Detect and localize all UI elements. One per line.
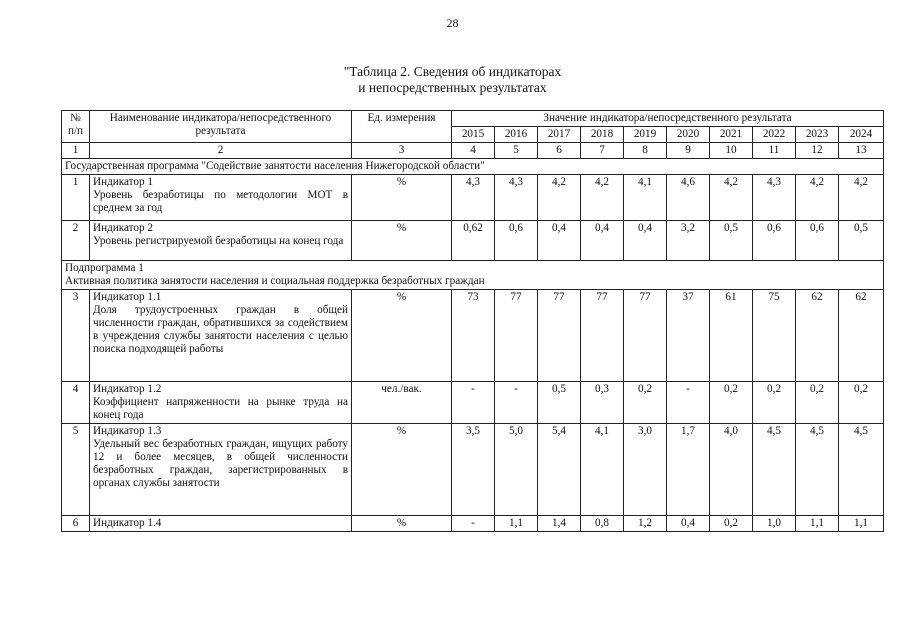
indicator-title: Индикатор 1	[93, 176, 154, 188]
indicator-value: 0,2	[710, 516, 753, 532]
indicator-value: 0,8	[581, 516, 624, 532]
column-number: 7	[581, 143, 624, 159]
indicator-unit: %	[352, 175, 452, 221]
indicator-value: 0,6	[495, 221, 538, 261]
row-number: 3	[62, 290, 90, 382]
header-year: 2015	[452, 127, 495, 143]
header-year: 2023	[796, 127, 839, 143]
column-number: 12	[796, 143, 839, 159]
subprogram-title	[62, 261, 884, 290]
indicator-name-cell	[90, 221, 352, 261]
column-number: 4	[452, 143, 495, 159]
column-number: 6	[538, 143, 581, 159]
indicator-value: 77	[495, 290, 538, 382]
subprogram-line-1: Подпрограмма 1	[65, 262, 144, 274]
header-year: 2021	[710, 127, 753, 143]
header-row	[62, 111, 884, 127]
indicator-value: 3,2	[667, 221, 710, 261]
indicator-row	[62, 516, 884, 532]
indicator-name-cell	[90, 516, 352, 532]
row-number: 6	[62, 516, 90, 532]
subprogram-row	[62, 261, 884, 290]
indicator-value: 4,2	[796, 175, 839, 221]
indicator-value: 1,4	[538, 516, 581, 532]
indicator-title: Индикатор 1.1	[93, 291, 162, 303]
indicator-value: 0,6	[796, 221, 839, 261]
indicator-value: 4,2	[538, 175, 581, 221]
indicator-value: 0,5	[839, 221, 884, 261]
header-year: 2020	[667, 127, 710, 143]
indicator-row	[62, 424, 884, 516]
indicator-value: 77	[538, 290, 581, 382]
indicator-value: 0,2	[839, 382, 884, 424]
header-year: 2024	[839, 127, 884, 143]
indicator-value: 37	[667, 290, 710, 382]
indicator-value: 5,0	[495, 424, 538, 516]
indicator-value: 4,2	[839, 175, 884, 221]
indicator-value: 4,2	[581, 175, 624, 221]
indicator-title: Индикатор 1.4	[93, 517, 162, 529]
indicator-description: Удельный вес безработных граждан, ищущих работу 12 и более месяцев, в общей численности безработных граждан, зарегистрированных в органах службы занятости	[93, 438, 348, 489]
indicator-value: 4,1	[581, 424, 624, 516]
indicator-value: 1,0	[753, 516, 796, 532]
column-number: 10	[710, 143, 753, 159]
table-title	[0, 64, 905, 96]
indicator-value: 1,1	[839, 516, 884, 532]
indicator-value: 1,1	[796, 516, 839, 532]
indicator-unit: %	[352, 221, 452, 261]
indicator-description: Уровень безработицы по методологии МОТ в среднем за год	[93, 189, 348, 214]
indicator-value: -	[495, 382, 538, 424]
page-number: 28	[446, 16, 459, 30]
header-unit: Ед. измерения	[352, 111, 452, 143]
header-year: 2022	[753, 127, 796, 143]
subprogram-line-2: Активная политика занятости населения и социальная поддержка безработных граждан	[65, 275, 485, 287]
column-number: 11	[753, 143, 796, 159]
column-number-row	[62, 143, 884, 159]
header-year: 2019	[624, 127, 667, 143]
indicator-value: 4,5	[796, 424, 839, 516]
indicator-description: Коэффициент напряженности на рынке труда на конец года	[93, 396, 348, 421]
indicator-value: 4,3	[753, 175, 796, 221]
indicator-description: Доля трудоустроенных граждан в общей численности граждан, обратившихся за содействием в учреждения службы занятости населения с целью поиска подходящей работы	[93, 304, 348, 355]
indicator-value: 0,4	[581, 221, 624, 261]
indicator-value: 3,5	[452, 424, 495, 516]
row-number: 2	[62, 221, 90, 261]
header-values-group: Значение индикатора/непосредственного результата	[452, 111, 884, 127]
indicator-value: 0,4	[624, 221, 667, 261]
column-number: 2	[90, 143, 352, 159]
program-row	[62, 159, 884, 175]
indicator-value: 0,5	[710, 221, 753, 261]
indicator-value: 73	[452, 290, 495, 382]
indicator-value: 0,6	[753, 221, 796, 261]
row-number: 1	[62, 175, 90, 221]
indicator-value: 4,0	[710, 424, 753, 516]
indicator-row	[62, 175, 884, 221]
indicator-value: 77	[624, 290, 667, 382]
indicator-description: Уровень регистрируемой безработицы на конец года	[93, 235, 344, 247]
column-number: 13	[839, 143, 884, 159]
indicator-row	[62, 221, 884, 261]
column-number: 3	[352, 143, 452, 159]
indicator-row	[62, 290, 884, 382]
indicator-value: 4,6	[667, 175, 710, 221]
indicator-value: 62	[796, 290, 839, 382]
indicator-value: 5,4	[538, 424, 581, 516]
header-year: 2016	[495, 127, 538, 143]
indicator-title: Индикатор 1.3	[93, 425, 162, 437]
indicator-value: 0,4	[667, 516, 710, 532]
indicator-value: 0,62	[452, 221, 495, 261]
indicator-unit: %	[352, 424, 452, 516]
indicator-value: 4,5	[753, 424, 796, 516]
indicator-value: 4,1	[624, 175, 667, 221]
indicator-value: 4,5	[839, 424, 884, 516]
indicator-value: 0,2	[753, 382, 796, 424]
indicator-value: -	[452, 382, 495, 424]
indicator-value: 4,2	[710, 175, 753, 221]
indicator-value: 1,7	[667, 424, 710, 516]
indicator-value: 3,0	[624, 424, 667, 516]
indicator-value: 1,1	[495, 516, 538, 532]
indicator-title: Индикатор 1.2	[93, 383, 162, 395]
indicator-value: 62	[839, 290, 884, 382]
indicator-value: -	[452, 516, 495, 532]
column-number: 9	[667, 143, 710, 159]
header-year: 2017	[538, 127, 581, 143]
indicator-value: 0,2	[796, 382, 839, 424]
indicator-value: 4,3	[452, 175, 495, 221]
table-title-line-2: и непосредственных результатах	[358, 80, 547, 95]
indicator-unit: чел./вак.	[352, 382, 452, 424]
indicator-name-cell	[90, 382, 352, 424]
row-number: 4	[62, 382, 90, 424]
indicator-value: 0,5	[538, 382, 581, 424]
indicator-value: 0,2	[624, 382, 667, 424]
indicators-table	[61, 110, 884, 532]
indicator-name-cell	[90, 290, 352, 382]
indicator-value: 4,3	[495, 175, 538, 221]
indicator-unit: %	[352, 516, 452, 532]
indicator-unit: %	[352, 290, 452, 382]
header-year: 2018	[581, 127, 624, 143]
indicator-value: 75	[753, 290, 796, 382]
column-number: 8	[624, 143, 667, 159]
table-title-line-1: "Таблица 2. Сведения об индикаторах	[343, 64, 562, 79]
header-num: № п/п	[62, 111, 90, 143]
indicator-value: -	[667, 382, 710, 424]
header-name: Наименование индикатора/непосредственного результата	[90, 111, 352, 143]
program-title: Государственная программа "Содействие занятости населения Нижегородской области"	[62, 159, 884, 175]
row-number: 5	[62, 424, 90, 516]
indicator-value: 0,4	[538, 221, 581, 261]
indicator-value: 0,2	[710, 382, 753, 424]
indicator-value: 1,2	[624, 516, 667, 532]
indicator-name-cell	[90, 424, 352, 516]
indicator-name-cell	[90, 175, 352, 221]
column-number: 5	[495, 143, 538, 159]
indicator-row	[62, 382, 884, 424]
indicator-value: 0,3	[581, 382, 624, 424]
indicator-value: 77	[581, 290, 624, 382]
indicator-title: Индикатор 2	[93, 222, 154, 234]
indicator-value: 61	[710, 290, 753, 382]
column-number: 1	[62, 143, 90, 159]
